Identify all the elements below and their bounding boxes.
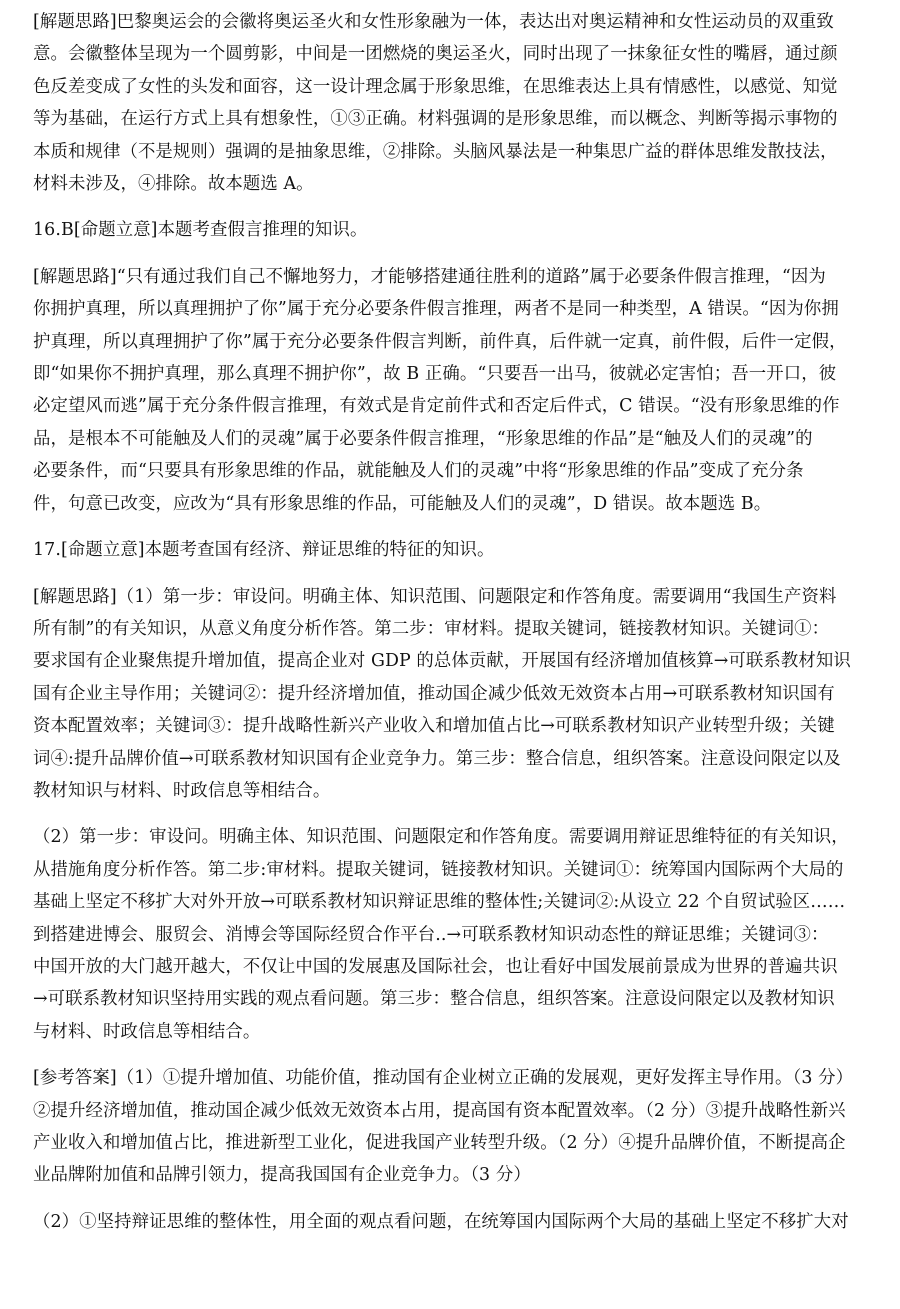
text-line: 词④:提升品牌价值→可联系教材知识国有企业竞争力。第三步：整合信息，组织答案。注意设问限定以及: [33, 748, 841, 769]
text-line: 品，是根本不可能触及人们的灵魂”属于必要条件假言推理，“形象思维的作品”是“触及人们的灵魂”的: [33, 428, 813, 449]
text-line: 意。会徽整体呈现为一个圆剪影，中间是一团燃烧的奥运圣火，同时出现了一抹象征女性的嘴唇，通过颜: [33, 44, 838, 65]
question-17-heading: [33, 534, 866, 566]
text-line: 从措施角度分析作答。第二步:审材料。提取关键词，链接教材知识。关键词①：统筹国内国际两个大局的: [33, 859, 844, 880]
text-line: [参考答案]（1）①提升增加值、功能价值，推动国有企业树立正确的发展观，更好发挥主导作用。（3 分）: [33, 1068, 854, 1089]
analysis-paragraph-q15: [33, 6, 866, 200]
text-line: 必要条件，而“只要具有形象思维的作品，就能触及人们的灵魂”中将“形象思维的作品”变成了充分条: [33, 461, 804, 482]
reference-answer-part2-paragraph: [33, 1206, 866, 1238]
text-line: 本质和规律（不是规则）强调的是抽象思维，②排除。头脑风暴法是一种集思广益的群体思维发散技法，: [33, 141, 838, 162]
text-line: 国有企业主导作用；关键词②：提升经济增加值，推动国企减少低效无效资本占用→可联系教材知识国有: [33, 683, 835, 704]
text-line: 色反差变成了女性的头发和面容，这一设计理念属于形象思维，在思维表达上具有情感性，以感觉、知觉: [33, 76, 838, 97]
text-line: 护真理，所以真理拥护了你”属于充分必要条件假言判断，前件真，后件就一定真，前件假，后件一定假，: [33, 331, 847, 352]
text-line: 中国开放的大门越开越大，不仅让中国的发展惠及国际社会，也让看好中国发展前景成为世界的普遍共识: [33, 956, 838, 977]
text-line: 必定望风而逃”属于充分条件假言推理，有效式是肯定前件式和否定后件式，C 错误。“没有形象思维的作: [33, 396, 840, 417]
text-line: （2）第一步：审设问。明确主体、知识范围、问题限定和作答角度。需要调用辩证思维特征的有关知识，: [33, 827, 849, 848]
text-line: 业品牌附加值和品牌引领力，提高我国国有企业竞争力。（3 分）: [33, 1165, 531, 1186]
text-line: [解题思路]（1）第一步：审设问。明确主体、知识范围、问题限定和作答角度。需要调用“我国生产资料: [33, 586, 837, 607]
text-line: 件，句意已改变，应改为“具有形象思维的作品，可能触及人们的灵魂”，D 错误。故本题选 B。: [33, 493, 772, 514]
text-line: [解题思路]“只有通过我们自己不懈地努力，才能够搭建通往胜利的道路”属于必要条件假言推理，“因为: [33, 266, 826, 287]
text-line: 16.B[命题立意]本题考查假言推理的知识。: [33, 220, 368, 241]
text-line: [解题思路]巴黎奥运会的会徽将奥运圣火和女性形象融为一体，表达出对奥运精神和女性运动员的双重致: [33, 12, 834, 32]
text-line: 17.[命题立意]本题考查国有经济、辩证思维的特征的知识。: [33, 540, 495, 561]
text-line: 等为基础，在运行方式上具有想象性，①③正确。材料强调的是形象思维，而以概念、判断等揭示事物的: [33, 109, 838, 130]
analysis-paragraph-q17-part2: [33, 821, 866, 1048]
reference-answer-paragraph: [33, 1062, 866, 1192]
text-line: 基础上坚定不移扩大对外开放→可联系教材知识辩证思维的整体性;关键词②:从设立 22 个自贸试验区……: [33, 892, 846, 913]
text-line: ②提升经济增加值，推动国企减少低效无效资本占用，提高国有资本配置效率。（2 分）③提升战略性新兴: [33, 1100, 846, 1121]
text-line: →可联系教材知识坚持用实践的观点看问题。第三步：整合信息，组织答案。注意设问限定以及教材知识: [33, 989, 835, 1010]
text-line: 你拥护真理，所以真理拥护了你”属于充分必要条件假言推理，两者不是同一种类型，A 错误。“因为你拥: [33, 299, 839, 320]
analysis-paragraph-q17-part1: [33, 581, 866, 808]
text-line: 材料未涉及，④排除。故本题选 A。: [33, 174, 314, 195]
text-line: 教材知识与材料、时政信息等相结合。: [33, 780, 331, 801]
text-line: 到搭建进博会、服贸会、消博会等国际经贸合作平台..→可联系教材知识动态性的辩证思维；关键词③：: [33, 924, 829, 945]
text-line: 资本配置效率；关键词③：提升战略性新兴产业收入和增加值占比→可联系教材知识产业转型升级；关键: [33, 716, 835, 737]
text-line: 要求国有企业聚焦提升增加值，提高企业对 GDP 的总体贡献，开展国有经济增加值核算→可联系教材知识: [33, 651, 851, 672]
question-16-heading: [33, 214, 866, 246]
text-line: 即“如果你不拥护真理，那么真理不拥护你”，故 B 正确。“只要吾一出马，彼就必定害怕；吾一开口，彼: [33, 364, 837, 385]
text-line: 与材料、时政信息等相结合。: [33, 1021, 261, 1042]
text-line: （2）①坚持辩证思维的整体性，用全面的观点看问题，在统筹国内国际两个大局的基础上坚定不移扩大对: [33, 1211, 849, 1232]
text-line: 所有制”的有关知识，从意义角度分析作答。第二步：审材料。提取关键词，链接教材知识。关键词①：: [33, 618, 830, 639]
analysis-paragraph-q16: [33, 261, 866, 520]
text-line: 产业收入和增加值占比，推进新型工业化，促进我国产业转型升级。（2 分）④提升品牌价值，不断提高企: [33, 1133, 846, 1153]
